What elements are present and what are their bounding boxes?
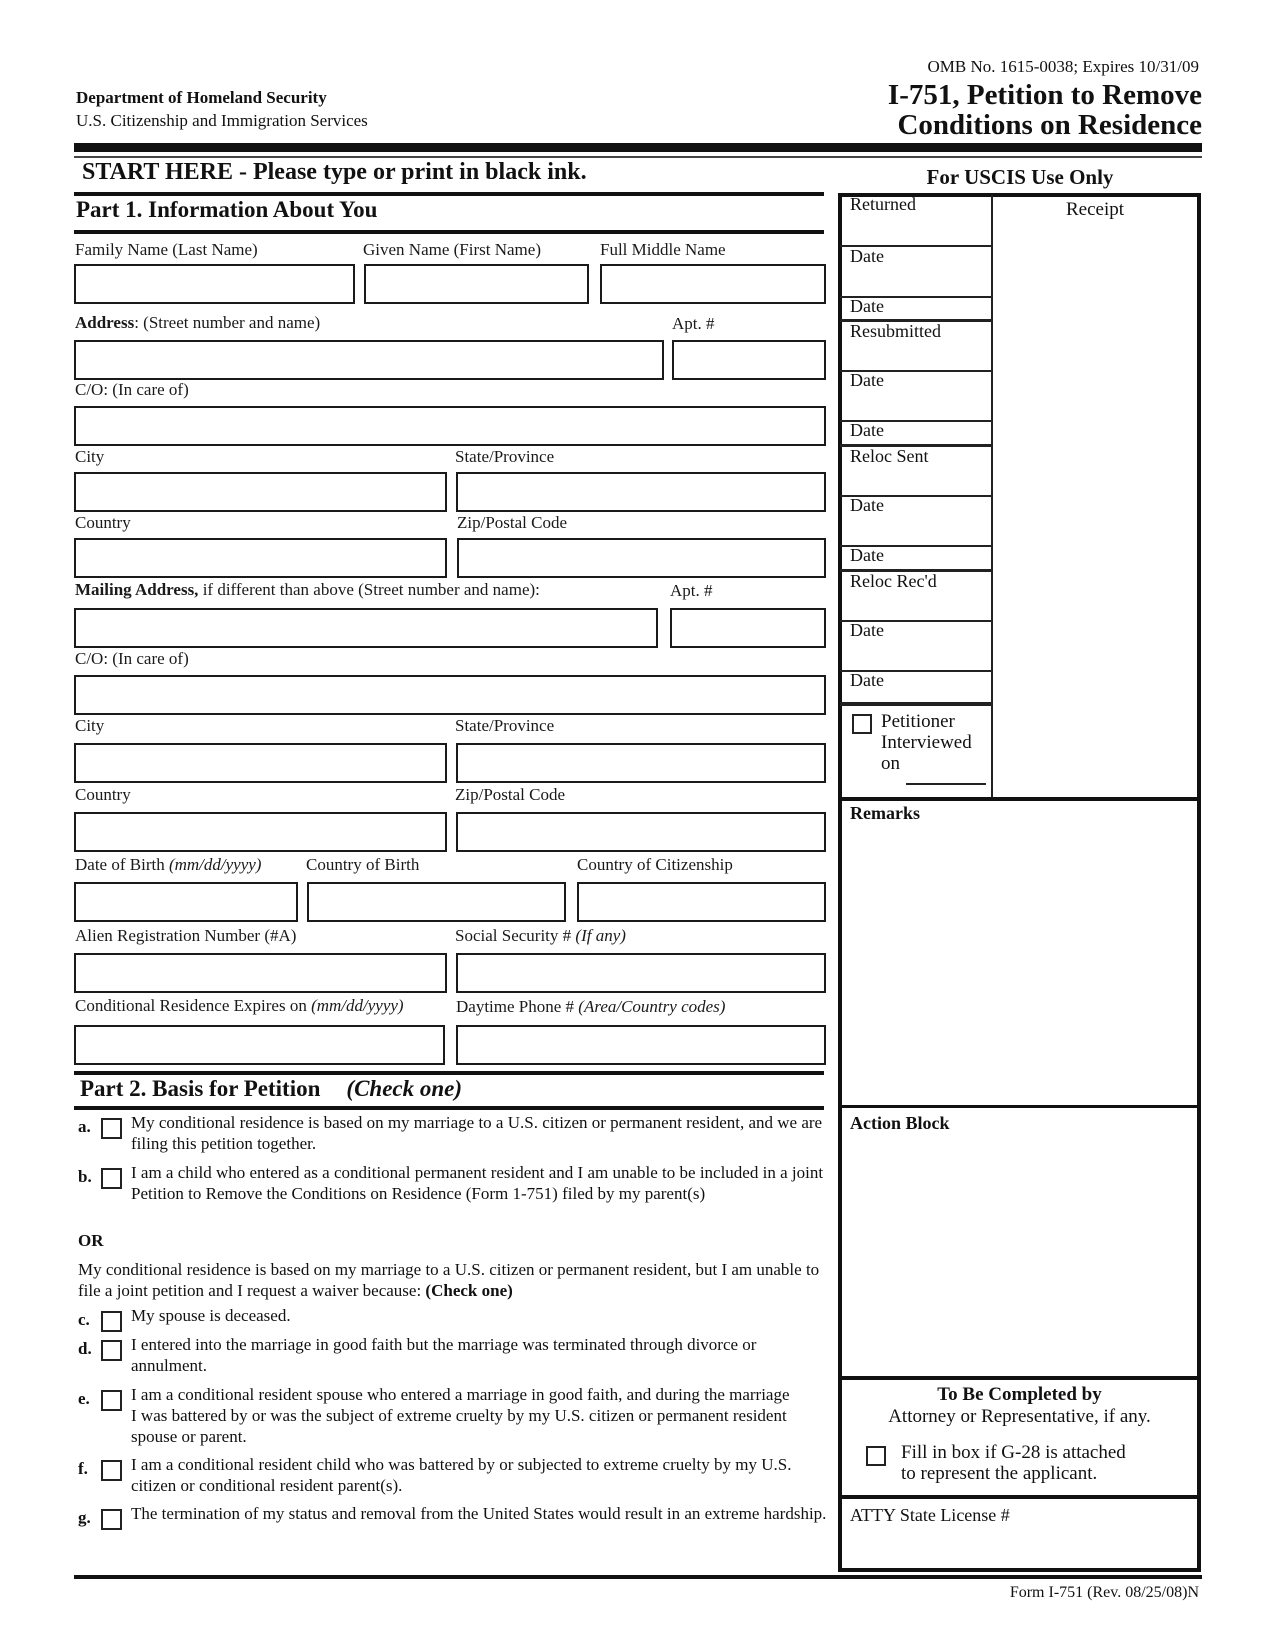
- section-divider: [840, 1495, 1199, 1499]
- interviewed-line: Interviewed: [881, 732, 972, 753]
- mailing-zip-input[interactable]: [456, 812, 826, 852]
- state-label: State/Province: [455, 447, 555, 466]
- section-divider: [840, 797, 1199, 801]
- dob-format: (mm/dd/yyyy): [168, 855, 262, 874]
- mailing-city-label: City: [75, 716, 105, 735]
- receipt-label: Receipt: [1065, 199, 1125, 220]
- country-label: Country: [75, 513, 131, 532]
- ssn-label-text: Social Security #: [455, 926, 576, 945]
- address-label-rest: : (Street number and name): [134, 313, 321, 332]
- mailing-zip-label: Zip/Postal Code: [455, 785, 566, 804]
- uscis-use-only-title: For USCIS Use Only: [926, 165, 1114, 189]
- option-g-letter: g.: [78, 1508, 91, 1527]
- alien-number-input[interactable]: [74, 953, 447, 993]
- atty-license-input[interactable]: [850, 1530, 1190, 1566]
- omb-number: OMB No. 1615-0038; Expires 10/31/09: [927, 57, 1199, 76]
- remarks-label: Remarks: [850, 803, 920, 823]
- country-input[interactable]: [74, 538, 447, 578]
- mailing-city-input[interactable]: [74, 743, 447, 783]
- state-input[interactable]: [456, 472, 826, 512]
- reloc-recd-label: Reloc Rec'd: [850, 571, 937, 591]
- address-label-bold: Address: [75, 313, 135, 332]
- attorney-subtitle: Attorney or Representative, if any.: [888, 1406, 1151, 1427]
- option-d-checkbox[interactable]: [101, 1340, 122, 1361]
- option-c-checkbox[interactable]: [101, 1311, 122, 1332]
- given-name-label: Given Name (First Name): [363, 240, 541, 259]
- option-d-text: I entered into the marriage in good faith but the marriage was terminated through divorce or annulment.: [131, 1335, 757, 1375]
- header-thin-rule: [74, 156, 1202, 158]
- phone-note: (Area/Country codes): [578, 997, 726, 1016]
- g28-line1: Fill in box if G-28 is attached: [901, 1442, 1126, 1463]
- part2-title-text: Part 2. Basis for Petition: [80, 1076, 321, 1101]
- cond-expires-format: (mm/dd/yyyy): [311, 996, 404, 1015]
- option-g-checkbox[interactable]: [101, 1509, 122, 1530]
- form-title-line1: I-751, Petition to Remove: [887, 79, 1202, 111]
- uscis-use-only-panel: [838, 193, 1201, 1572]
- phone-input[interactable]: [456, 1025, 826, 1065]
- returned-date-label: Date: [850, 246, 884, 266]
- petitioner-interviewed-checkbox[interactable]: [852, 714, 872, 734]
- apt-input[interactable]: [672, 340, 826, 380]
- ssn-note: (If any): [575, 926, 626, 945]
- option-a-text: My conditional residence is based on my marriage to a U.S. citizen or permanent resident, and we are filing this petition together.: [131, 1113, 823, 1153]
- ssn-input[interactable]: [456, 953, 826, 993]
- part2-title: [80, 1076, 462, 1102]
- reloc-sent-date2-label: Date: [850, 545, 884, 565]
- rule: [74, 230, 824, 234]
- dob-label: [75, 855, 261, 875]
- interview-date-line[interactable]: [906, 783, 986, 785]
- option-f-text: I am a conditional resident child who was battered by or subjected to extreme cruelty by my U.S. citizen or conditional resident parent(s).: [131, 1455, 792, 1495]
- cond-expires-label-text: Conditional Residence Expires on: [75, 996, 312, 1015]
- address-label: [75, 313, 320, 333]
- form-title-line2: Conditions on Residence: [897, 109, 1202, 141]
- part2-check-one: (Check one): [346, 1076, 463, 1101]
- mailing-address-label: [75, 580, 540, 600]
- reloc-sent-date-label: Date: [850, 495, 884, 515]
- department-name: Department of Homeland Security: [76, 88, 327, 107]
- option-b-checkbox[interactable]: [101, 1168, 122, 1189]
- rule: [74, 1071, 824, 1075]
- mailing-apt-input[interactable]: [670, 608, 826, 648]
- petitioner-interviewed-label: [881, 711, 972, 774]
- dob-label-text: Date of Birth: [75, 855, 169, 874]
- reloc-recd-date2-label: Date: [850, 670, 884, 690]
- resubmitted-date-label: Date: [850, 370, 884, 390]
- option-b-letter: b.: [78, 1167, 92, 1186]
- option-a-letter: a.: [78, 1117, 91, 1136]
- care-of-label: C/O: (In care of): [75, 380, 189, 399]
- rule: [74, 192, 824, 196]
- mailing-apt-label: Apt. #: [670, 581, 713, 600]
- on-line: on: [881, 753, 900, 774]
- option-c-letter: c.: [78, 1310, 90, 1329]
- family-name-input[interactable]: [74, 264, 355, 304]
- middle-name-input[interactable]: [600, 264, 826, 304]
- mailing-address-label-bold: Mailing Address,: [75, 580, 199, 599]
- header-thick-rule: [74, 143, 1202, 152]
- returned-date2-label: Date: [850, 296, 884, 316]
- waiver-intro: [78, 1259, 823, 1301]
- bottom-rule: [74, 1575, 1202, 1579]
- reloc-sent-label: Reloc Sent: [850, 446, 929, 466]
- ssn-label: [455, 926, 626, 946]
- mailing-care-of-input[interactable]: [74, 675, 826, 715]
- phone-label-text: Daytime Phone #: [456, 997, 579, 1016]
- phone-label: [456, 997, 725, 1017]
- alien-number-label: Alien Registration Number (#A): [75, 926, 297, 945]
- care-of-input[interactable]: [74, 406, 826, 446]
- option-g-text: The termination of my status and removal from the United States would result in an extreme hardship.: [131, 1504, 827, 1523]
- mailing-state-label: State/Province: [455, 716, 555, 735]
- petitioner-line: Petitioner: [881, 711, 955, 732]
- option-b-text: I am a child who entered as a conditional permanent resident and I am unable to be included in a joint Petition to Remove the Conditions on Residence (Form 1-751) filed by my parent(s): [131, 1163, 824, 1203]
- option-c-text: My spouse is deceased.: [131, 1306, 291, 1325]
- mailing-address-label-rest: if different than above (Street number and name):: [198, 580, 540, 599]
- option-e-text: I am a conditional resident spouse who entered a marriage in good faith, and during the marriage I was battered by or was the subject of extreme cruelty by my U.S. citizen or permanent resident spouse or parent.: [131, 1385, 790, 1446]
- section-divider: [840, 1105, 1199, 1108]
- family-name-label: Family Name (Last Name): [75, 240, 258, 259]
- address-input[interactable]: [74, 340, 664, 380]
- given-name-input[interactable]: [364, 264, 589, 304]
- option-a-checkbox[interactable]: [101, 1118, 122, 1139]
- country-birth-label: Country of Birth: [306, 855, 420, 874]
- zip-label: Zip/Postal Code: [457, 513, 568, 532]
- cond-expires-label: [75, 996, 404, 1016]
- waiver-check-one: (Check one): [425, 1281, 513, 1300]
- zip-input[interactable]: [457, 538, 826, 578]
- waiver-intro-text: My conditional residence is based on my marriage to a U.S. citizen or permanent resident, but I am unable to file a joint petition and I request a waiver because:: [78, 1260, 820, 1300]
- atty-license-label: ATTY State License #: [850, 1505, 1010, 1525]
- row-divider: [840, 702, 992, 706]
- country-birth-input[interactable]: [307, 882, 566, 922]
- option-f-letter: f.: [78, 1459, 88, 1478]
- cond-expires-input[interactable]: [74, 1025, 445, 1065]
- reloc-recd-date-label: Date: [850, 620, 884, 640]
- mailing-country-input[interactable]: [74, 812, 447, 852]
- returned-label: Returned: [850, 194, 916, 214]
- city-input[interactable]: [74, 472, 447, 512]
- country-citizenship-label: Country of Citizenship: [577, 855, 733, 874]
- mailing-care-of-label: C/O: (In care of): [75, 649, 189, 668]
- g28-line2: to represent the applicant.: [901, 1463, 1098, 1484]
- resubmitted-date2-label: Date: [850, 420, 884, 440]
- option-d-letter: d.: [78, 1339, 92, 1358]
- option-f-checkbox[interactable]: [101, 1460, 122, 1481]
- action-block-label: Action Block: [850, 1113, 950, 1133]
- apt-label: Apt. #: [672, 314, 715, 333]
- middle-name-label: Full Middle Name: [600, 240, 726, 259]
- rule: [74, 1106, 824, 1110]
- mailing-state-input[interactable]: [456, 743, 826, 783]
- section-divider: [840, 1376, 1199, 1380]
- dob-input[interactable]: [74, 882, 298, 922]
- mailing-country-label: Country: [75, 785, 131, 804]
- option-e-letter: e.: [78, 1389, 90, 1408]
- start-here-instruction: START HERE - Please type or print in black ink.: [82, 159, 587, 185]
- attorney-title: To Be Completed by: [937, 1384, 1102, 1405]
- or-divider: OR: [78, 1231, 104, 1250]
- option-e-checkbox[interactable]: [101, 1390, 122, 1411]
- g28-attached-checkbox[interactable]: [866, 1446, 886, 1466]
- g28-label: [901, 1442, 1126, 1484]
- form-revision: Form I-751 (Rev. 08/25/08)N: [1009, 1584, 1199, 1601]
- resubmitted-label: Resubmitted: [850, 321, 941, 341]
- part1-title: Part 1. Information About You: [76, 197, 378, 222]
- mailing-address-input[interactable]: [74, 608, 658, 648]
- city-label: City: [75, 447, 105, 466]
- country-citizenship-input[interactable]: [577, 882, 826, 922]
- agency-name: U.S. Citizenship and Immigration Services: [76, 111, 368, 130]
